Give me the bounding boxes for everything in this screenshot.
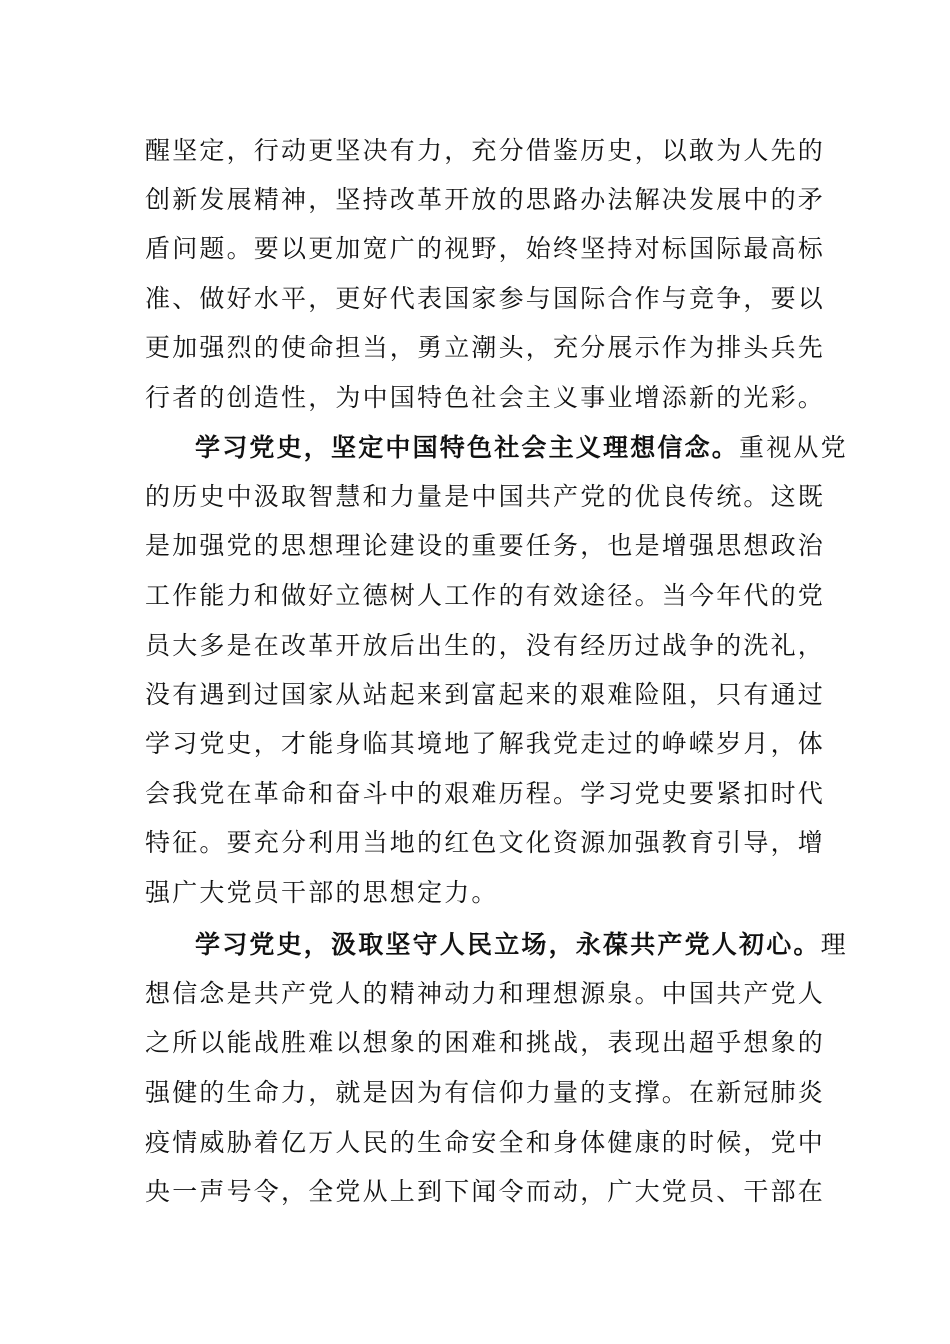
paragraph2-line: 的历史中汲取智慧和力量是中国共产党的优良传统。这既 bbox=[145, 482, 826, 511]
paragraph2-line: 工作能力和做好立德树人工作的有效途径。当今年代的党 bbox=[145, 581, 826, 610]
paragraph2-line: 强广大党员干部的思想定力。 bbox=[145, 878, 499, 907]
paragraph1-line: 醒坚定，行动更坚决有力，充分借鉴历史，以敢为人先的 bbox=[145, 136, 826, 165]
paragraph1-line: 准、做好水平，更好代表国家参与国际合作与竞争，要以 bbox=[145, 284, 826, 313]
paragraph2-line: 员大多是在改革开放后出生的，没有经历过战争的洗礼， bbox=[145, 631, 826, 660]
paragraph1-line: 盾问题。要以更加宽广的视野，始终坚持对标国际最高标 bbox=[145, 234, 826, 263]
paragraph2-line: 特征。要充分利用当地的红色文化资源加强教育引导，增 bbox=[145, 828, 826, 857]
paragraph3-heading: 学习党史，汲取坚守人民立场，永葆共产党人初心。 bbox=[195, 930, 821, 959]
paragraph2-line: 没有遇到过国家从站起来到富起来的艰难险阻，只有通过 bbox=[145, 680, 826, 709]
paragraph3-line: 想信念是共产党人的精神动力和理想源泉。中国共产党人 bbox=[145, 979, 826, 1008]
paragraph3-line: 央一声号令，全党从上到下闻令而动，广大党员、干部在 bbox=[145, 1177, 826, 1206]
paragraph1-line: 更加强烈的使命担当，勇立潮头，充分展示作为排头兵先 bbox=[145, 333, 826, 362]
paragraph3-line: 疫情威胁着亿万人民的生命安全和身体健康的时候，党中 bbox=[145, 1128, 826, 1157]
paragraph2-heading: 学习党史，坚定中国特色社会主义理想信念。 bbox=[195, 433, 740, 462]
paragraph2-line: 会我党在革命和奋斗中的艰难历程。学习党史要紧扣时代 bbox=[145, 779, 826, 808]
paragraph3-first-line-rest: 理 bbox=[820, 930, 848, 959]
paragraph2-line: 是加强党的思想理论建设的重要任务，也是增强思想政治 bbox=[145, 531, 826, 560]
paragraph2-first-line-rest: 重视从党 bbox=[739, 433, 848, 462]
paragraph2-line: 学习党史，才能身临其境地了解我党走过的峥嵘岁月，体 bbox=[145, 729, 826, 758]
paragraph3-line: 强健的生命力，就是因为有信仰力量的支撑。在新冠肺炎 bbox=[145, 1078, 826, 1107]
paragraph1-line: 创新发展精神，坚持改革开放的思路办法解决发展中的矛 bbox=[145, 185, 826, 214]
paragraph2-first-line bbox=[195, 428, 855, 468]
paragraph3-line: 之所以能战胜难以想象的困难和挑战，表现出超乎想象的 bbox=[145, 1028, 826, 1057]
paragraph1-line: 行者的创造性，为中国特色社会主义事业增添新的光彩。 bbox=[145, 383, 826, 412]
paragraph3-first-line bbox=[195, 925, 855, 965]
